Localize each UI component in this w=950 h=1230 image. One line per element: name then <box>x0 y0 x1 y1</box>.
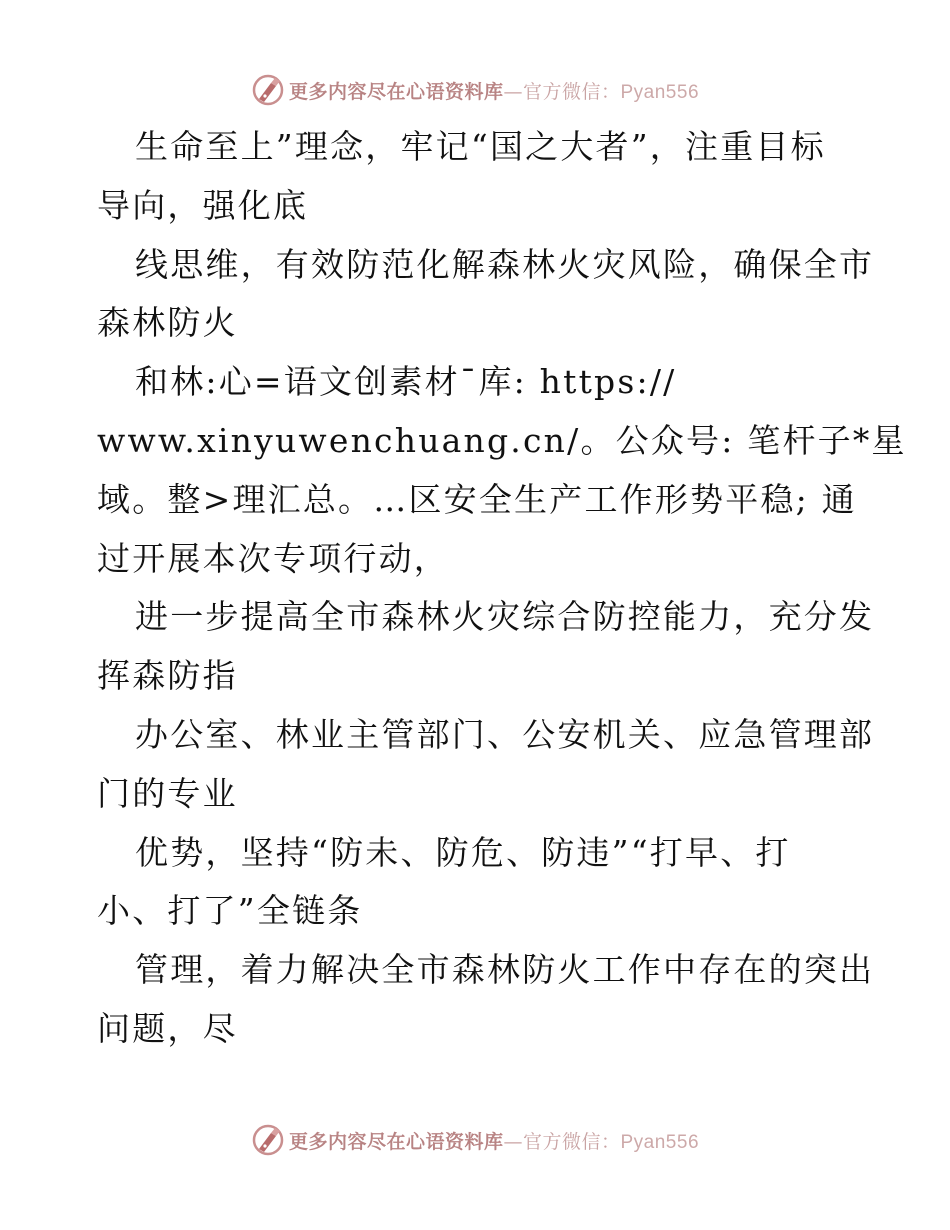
text-line: 森林防火 <box>97 303 238 343</box>
text-line: 办公室、林业主管部门、公安机关、应急管理部 <box>135 714 875 754</box>
text-line: 管理，着力解决全市森林防火工作中存在的突出 <box>135 950 875 990</box>
text-line: 门的专业 <box>97 773 238 813</box>
text-line: 生命至上”理念，牢记“国之大者”，注重目标 <box>135 127 826 166</box>
text-line: 过开展本次专项行动， <box>97 538 449 578</box>
text-line: 线思维，有效防范化解森林火灾风险，确保全市 <box>135 244 875 284</box>
text-line: 和林:心=语文创素材¯库: https:// <box>135 362 677 402</box>
text-line: 小、打了”全链条 <box>97 891 363 931</box>
text-line: www.xinyuwenchuang.cn/。公众号: 笔杆子*星 <box>97 420 907 460</box>
text-line: 问题，尽 <box>97 1008 238 1048</box>
footer-watermark-text: 更多内容尽在心语资料库—官方微信：Pyan556 <box>288 1130 700 1153</box>
pen-nib-logo-icon <box>251 73 285 107</box>
text-line: 优势，坚持“防未、防危、防违”“打早、打 <box>135 832 791 872</box>
text-line: 域。整>理汇总。…区安全生产工作形势平稳; 通 <box>97 479 857 519</box>
text-line: 导向，强化底 <box>97 185 309 225</box>
pen-nib-logo-icon <box>251 1123 285 1157</box>
text-line: 挥森防指 <box>97 656 238 696</box>
footer-watermark-banner <box>0 1120 950 1160</box>
header-watermark-banner <box>0 70 950 110</box>
text-line: 进一步提高全市森林火灾综合防控能力，充分发 <box>135 597 875 637</box>
header-watermark-text: 更多内容尽在心语资料库—官方微信：Pyan556 <box>288 80 700 103</box>
body-text <box>97 118 907 1059</box>
